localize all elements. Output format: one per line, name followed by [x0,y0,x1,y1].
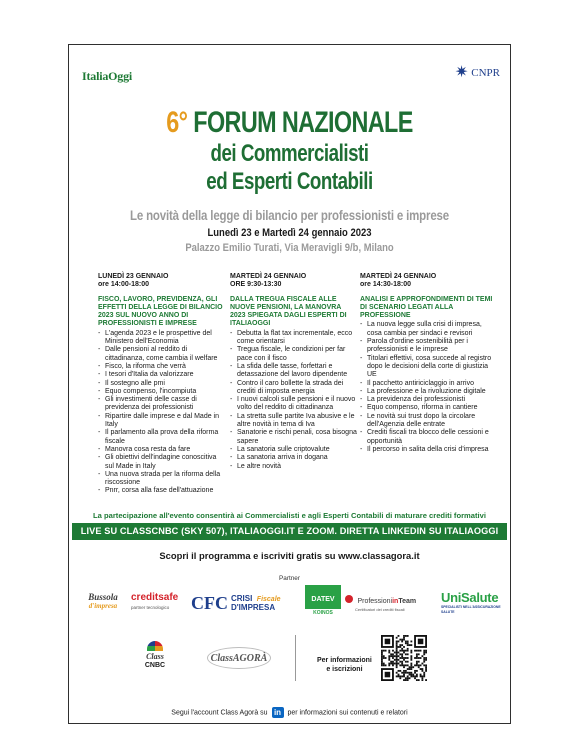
topic-item: - Titolari effettivi, cosa succede al registro dopo le decisioni della corte di giustizia UE [360,355,495,380]
topic-item: - I tesori d'Italia da valorizzare [98,371,226,379]
session-time: ore 14:00-18:00 [98,281,149,289]
professioni-logo-sub: Certificatori dei crediti fiscali [355,607,405,613]
title-line-1 [118,108,462,138]
topic-item: - Gli obiettivi dell'indagine conoscitiva sul Made in Italy [98,454,226,471]
datev-logo-sub: KOINOS [313,610,333,616]
cfc-logo: CFC [191,593,228,613]
cnbc-logo-text: CNBC [144,662,166,669]
session-day: MARTEDÌ 24 GENNAIO [230,273,307,280]
divider [295,635,296,681]
qr-caption [317,656,372,674]
topic-item: - Pnrr, corsa alla fase dell'attuazione [98,487,226,495]
session-topics [98,330,226,496]
topic-item: - Le altre novità [230,463,358,471]
topic-item: - La stretta sulle partite Iva abusive e le altre novità in tema di Iva [230,413,358,430]
title-line-2: dei Commercialisti [210,140,369,167]
crisi-logo-text: CRISI [231,594,253,603]
session-time: ORE 9:30-13:30 [230,281,282,289]
topic-item: - Debutta la flat tax incrementale, ecco come orientarsi [230,330,358,347]
title-line-3: ed Esperti Contabili [206,168,373,195]
topic-item: - Sanatorie e rischi penali, cosa bisogna sapere [230,429,358,446]
topic-item: - La nuova legge sulla crisi di impresa, cosa cambia per sindaci e revisori [360,321,495,338]
topic-item: - Una nuova strada per la riforma della riscossione [98,471,226,488]
professioni-in-team-logo [345,595,435,614]
footer [69,707,510,718]
bussola-logo-sub: d'impresa [88,602,118,610]
professioni-logo-accent: in [392,598,399,606]
topic-item: - La previdenza dei professionisti [360,396,495,404]
topic-item: - La professione e la rivoluzione digitale [360,388,495,396]
creditsafe-logo-sub: partner tecnologico [131,605,170,610]
people-icon [345,595,353,603]
session-time: ore 14:30-18:00 [360,281,411,289]
italiaoggi-logo: ItaliaOggi [82,69,133,83]
unisalute-logo-sub: SPECIALISTI NELL'ASSICURAZIONE SALUTE [441,605,501,614]
registration-link[interactable]: Scopri il programma e iscriviti gratis su www.classagora.it [159,550,420,561]
class-cnbc-logo [135,641,175,670]
partner-label: Partner [279,575,300,582]
topic-item: - Manovra cosa resta da fare [98,446,226,454]
datev-logo-box: DATEV [305,585,341,609]
topic-item: - Tregua fiscale, le condizioni per far pace con il fisco [230,346,358,363]
subtitle: Le novità della legge di bilancio per professionisti e imprese [129,207,450,223]
topic-item: - L'agenda 2023 e le prospettive del Ministero dell'Economia [98,330,226,347]
session-column-3 [360,273,495,454]
classagora-logo-text: ClassAGORÀ [210,653,268,664]
unisalute-logo [441,591,507,615]
creditsafe-logo [131,593,187,613]
session-day: LUNEDÌ 23 GENNAIO [98,273,169,280]
cnpr-logo [455,65,500,81]
topic-item: - La sfida delle tasse, forfettari e detassazione del lavoro dipendente [230,363,358,380]
session-heading: DALLA TREGUA FISCALE ALLE NUOVE PENSIONI, LA MANOVRA 2023 SPIEGATA DAGLI ESPERTI DI ITALIAOGGI [230,295,347,328]
topic-item: - Le novità sui trust dopo la circolare dell'Agenzia delle entrate [360,413,495,430]
footer-text-before: Segui l'account Class Agorà su [171,709,268,717]
bussola-logo [81,593,125,611]
topic-item: - Crediti fiscali tra blocco delle cessioni e opportunità [360,429,495,446]
session-column-2 [230,273,358,471]
peacock-icon [147,641,163,651]
topic-item: - Il percorso in salita della crisi d'impresa [360,446,495,454]
credits-note: La partecipazione all'evento consentirà ai Commercialisti e agli Esperti Contabili di maturare crediti formativi [93,511,486,520]
session-topics [360,321,495,454]
session-heading: ANALISI E APPROFONDIMENTI DI TEMI DI SCENARIO LEGATI ALLA PROFESSIONE [360,295,493,320]
topic-item: - Contro il caro bollette la strada dei crediti di imposta energia [230,380,358,397]
professioni-logo-team: Team [398,598,417,606]
session-topics [230,330,358,471]
unisalute-logo-text: UniSalute [441,590,499,605]
topic-item: - Dalle pensioni al reddito di cittadinanza, come cambia il welfare [98,346,226,363]
linkedin-icon[interactable]: in [272,707,284,718]
forum-title: FORUM NAZIONALE [193,106,413,139]
classagora-logo [205,643,273,673]
bussola-logo-text: Bussola [88,592,118,602]
qr-code-icon[interactable] [381,635,427,681]
event-place: Palazzo Emilio Turati, Via Meravigli 9/b, Milano [185,242,394,254]
topic-item: - Gli investimenti delle casse di previdenza dei professionisti [98,396,226,413]
topic-item: - Ripartire dalle imprese e dal Made in Italy [98,413,226,430]
topic-item: - La sanatoria arriva in dogana [230,454,358,462]
class-logo-text: Class [146,652,164,661]
star-logo-icon: ✷ [454,64,469,81]
topic-item: - Parola d'ordine sostenibilità per i professionisti e le imprese [360,338,495,355]
session-day: MARTEDÌ 24 GENNAIO [360,273,437,280]
session-heading: FISCO, LAVORO, PREVIDENZA, GLI EFFETTI DELLA LEGGE DI BILANCIO 2023 SUL NUOVO ANNO DI PROFESSIONISTI E IMPRESE [98,295,223,328]
event-date: Lunedì 23 e Martedì 24 gennaio 2023 [207,227,372,239]
creditsafe-logo-text: creditsafe [131,592,179,603]
topic-item: - Equo compenso, riforma in cantiere [360,404,495,412]
topic-item: - I nuovi calcoli sulle pensioni e il nuovo volto del reddito di cittadinanza [230,396,358,413]
qr-caption-text: Per informazioni e iscrizioni [317,657,372,673]
topic-item: - Fisco, la riforma che verrà [98,363,226,371]
professioni-logo-text: Professioni [357,598,393,606]
crisi-logo-accent: Fiscale [256,596,281,603]
cnpr-logo-text: CNPR [471,67,500,79]
topic-item: - Il sostegno alle pmi [98,380,226,388]
live-streaming-bar: LIVE SU CLASSCNBC (SKY 507), ITALIAOGGI.IT E ZOOM. DIRETTA LINKEDIN SU ITALIAOGGI [72,523,507,540]
topic-item: - Il parlamento alla prova della riforma fiscale [98,429,226,446]
session-column-1 [98,273,226,496]
topic-item: - La sanatoria sulle criptovalute [230,446,358,454]
crisi-logo-sub: D'IMPRESA [231,603,276,612]
datev-koinos-logo [305,585,341,616]
event-poster [68,44,511,724]
footer-text-after: per informazioni sui contenuti e relatori [287,709,408,717]
topic-item: - Il pacchetto antiriciclaggio in arrivo [360,380,495,388]
topic-item: - Equo compenso, l'incompiuta [98,388,226,396]
crisi-fiscale-logo [231,593,289,612]
forum-number: 6° [166,106,188,139]
